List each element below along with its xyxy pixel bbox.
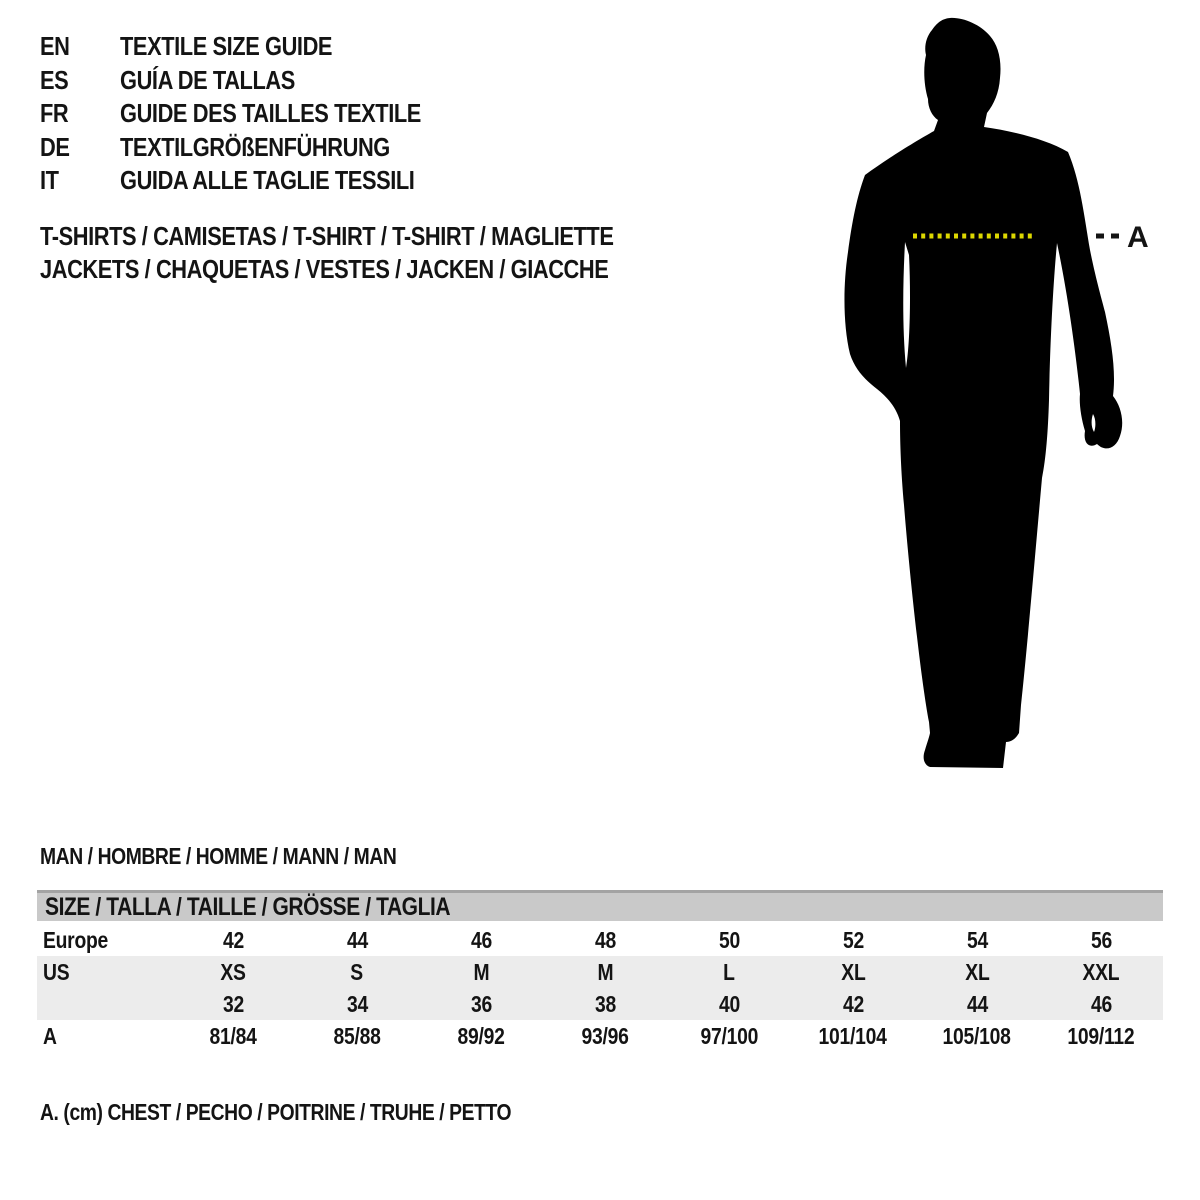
guide-title-de: TEXTILGRÖßENFÜHRUNG: [120, 131, 390, 162]
size-value: 81/84: [209, 1022, 257, 1049]
guide-title-fr: GUIDE DES TAILLES TEXTILE: [120, 98, 421, 129]
guide-title-es: GUÍA DE TALLAS: [120, 64, 295, 95]
size-value: 46: [1090, 990, 1112, 1017]
size-value: 46: [470, 926, 492, 953]
table-row-us: [37, 956, 1163, 988]
size-value: 42: [222, 926, 244, 953]
size-value: M: [473, 958, 489, 985]
guide-title-it: GUIDA ALLE TAGLIE TESSILI: [120, 165, 415, 196]
size-value: M: [597, 958, 613, 985]
guide-title-en: TEXTILE SIZE GUIDE: [120, 31, 333, 62]
size-value: 89/92: [457, 1022, 505, 1049]
category-jackets: JACKETS / CHAQUETAS / VESTES / JACKEN / GIACCHE: [40, 254, 609, 284]
size-value: 44: [346, 926, 368, 953]
row-label: A: [43, 1022, 57, 1049]
size-value: 97/100: [700, 1022, 758, 1049]
table-row-chest-a: [37, 1020, 1163, 1052]
man-section-title: MAN / HOMBRE / HOMME / MANN / MAN: [40, 842, 397, 869]
size-table-rows: [37, 924, 1163, 1052]
size-value: 101/104: [818, 1022, 888, 1049]
language-code: DE: [40, 131, 70, 162]
size-value: L: [723, 958, 735, 985]
size-value: 50: [718, 926, 740, 953]
measurement-footnote: A. (cm) CHEST / PECHO / POITRINE / TRUHE / PETTO: [40, 1098, 512, 1125]
size-value: 32: [222, 990, 244, 1017]
language-code: EN: [40, 31, 70, 62]
language-code: FR: [40, 98, 69, 129]
size-value: 42: [842, 990, 864, 1017]
language-code: ES: [40, 64, 69, 95]
size-value: 44: [966, 990, 988, 1017]
language-row-it: [40, 164, 478, 198]
size-value: 56: [1090, 926, 1112, 953]
size-value: 105/108: [942, 1022, 1012, 1049]
size-table: [37, 890, 1163, 1052]
size-value: 38: [594, 990, 616, 1017]
size-value: 85/88: [333, 1022, 381, 1049]
size-value: 34: [346, 990, 368, 1017]
row-label: US: [43, 958, 70, 985]
language-row-en: [40, 30, 478, 64]
measure-label-a: A: [1127, 221, 1149, 254]
size-value: XL: [840, 958, 866, 985]
size-value: XXL: [1082, 958, 1120, 985]
language-row-de: [40, 131, 478, 165]
size-value: 36: [470, 990, 492, 1017]
garment-categories: [40, 220, 723, 286]
size-value: XS: [220, 958, 246, 985]
table-row-europe: [37, 924, 1163, 956]
man-silhouette-shape: [844, 18, 1122, 768]
size-value: 109/112: [1067, 1022, 1135, 1049]
row-label: Europe: [43, 926, 109, 953]
measurement-figure: [800, 0, 1200, 800]
language-row-fr: [40, 97, 478, 131]
size-value: S: [350, 958, 364, 985]
size-table-header-label: SIZE / TALLA / TAILLE / GRÖSSE / TAGLIA: [45, 892, 451, 921]
language-code: IT: [40, 165, 59, 196]
size-value: 54: [966, 926, 988, 953]
language-legend: [40, 30, 478, 198]
table-row-numeric: [37, 988, 1163, 1020]
man-silhouette: [800, 0, 1200, 800]
category-tshirts: T-SHIRTS / CAMISETAS / T-SHIRT / T-SHIRT / MAGLIETTE: [40, 221, 614, 251]
size-value: 93/96: [581, 1022, 629, 1049]
size-value: 52: [842, 926, 864, 953]
size-value: 48: [594, 926, 616, 953]
size-table-header: [37, 890, 1163, 921]
size-value: XL: [964, 958, 990, 985]
language-row-es: [40, 64, 478, 98]
size-value: 40: [718, 990, 740, 1017]
